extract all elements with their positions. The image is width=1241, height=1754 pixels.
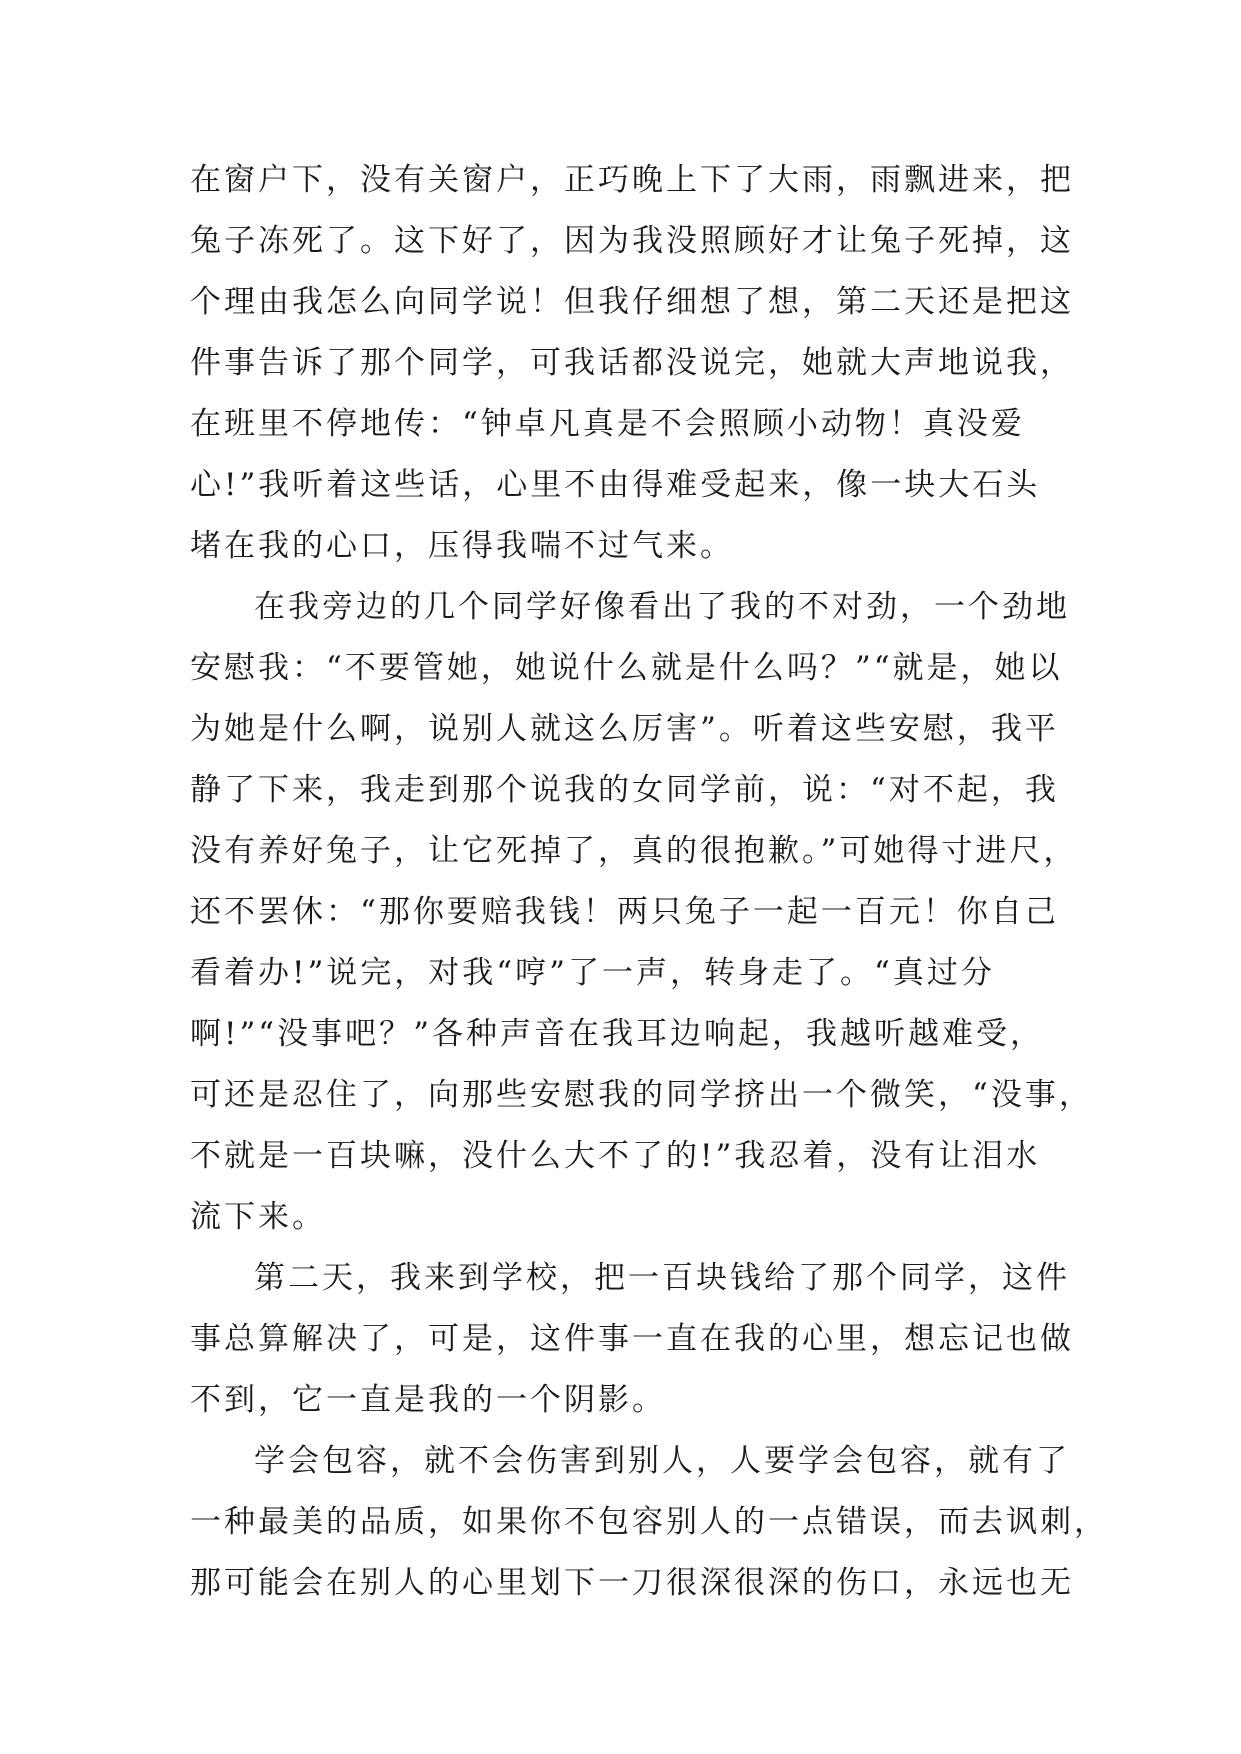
text-line: 心!”我听着这些话，心里不由得难受起来，像一块大石头 bbox=[190, 467, 1041, 503]
text-line: 一种最美的品质，如果你不包容别人的一点错误，而去讽刺， bbox=[190, 1504, 1108, 1540]
text-line: 在班里不停地传：“钟卓凡真是不会照顾小动物！真没爱 bbox=[190, 406, 1025, 442]
text-line: 兔子冻死了。这下好了，因为我没照顾好才让兔子死掉，这 bbox=[190, 223, 1074, 259]
text-line: 还不罢休：“那你要赔我钱！两只兔子一起一百元！你自己 bbox=[190, 894, 1059, 930]
text-line: 那可能会在别人的心里划下一刀很深很深的伤口，永远也无 bbox=[190, 1565, 1074, 1601]
text-line: 不到，它一直是我的一个阴影。 bbox=[190, 1382, 666, 1418]
text-line: 堵在我的心口，压得我喘不过气来。 bbox=[190, 528, 734, 564]
text-line: 不就是一百块嘛，没什么大不了的!”我忍着，没有让泪水 bbox=[190, 1138, 1041, 1174]
text-line: 静了下来，我走到那个说我的女同学前，说：“对不起，我 bbox=[190, 772, 1059, 808]
text-line: 事总算解决了，可是，这件事一直在我的心里，想忘记也做 bbox=[190, 1321, 1074, 1357]
paragraph-start-line: 第二天，我来到学校，把一百块钱给了那个同学，这件 bbox=[254, 1260, 1070, 1296]
text-line: 看着办!”说完，对我“哼”了一声，转身走了。“真过分 bbox=[190, 955, 995, 991]
text-line: 没有养好兔子，让它死掉了，真的很抱歉。”可她得寸进尺， bbox=[190, 833, 1078, 869]
text-line: 个理由我怎么向同学说！但我仔细想了想，第二天还是把这 bbox=[190, 284, 1074, 320]
paragraph-start-line: 学会包容，就不会伤害到别人，人要学会包容，就有了 bbox=[254, 1443, 1070, 1479]
text-line: 流下来。 bbox=[190, 1199, 326, 1235]
body-text bbox=[190, 150, 1108, 1614]
text-line: 为她是什么啊，说别人就这么厉害”。听着这些安慰，我平 bbox=[190, 711, 1059, 747]
text-line: 啊!”“没事吧？”各种声音在我耳边响起，我越听越难受， bbox=[190, 1016, 1044, 1052]
text-line: 在窗户下，没有关窗户，正巧晚上下了大雨，雨飘进来，把 bbox=[190, 162, 1074, 198]
paragraph-start-line: 在我旁边的几个同学好像看出了我的不对劲，一个劲地 bbox=[254, 589, 1070, 625]
text-line: 件事告诉了那个同学，可我话都没说完，她就大声地说我， bbox=[190, 345, 1074, 381]
text-line: 可还是忍住了，向那些安慰我的同学挤出一个微笑，“没事， bbox=[190, 1077, 1093, 1113]
text-line: 安慰我：“不要管她，她说什么就是什么吗？”“就是，她以 bbox=[190, 650, 1063, 686]
